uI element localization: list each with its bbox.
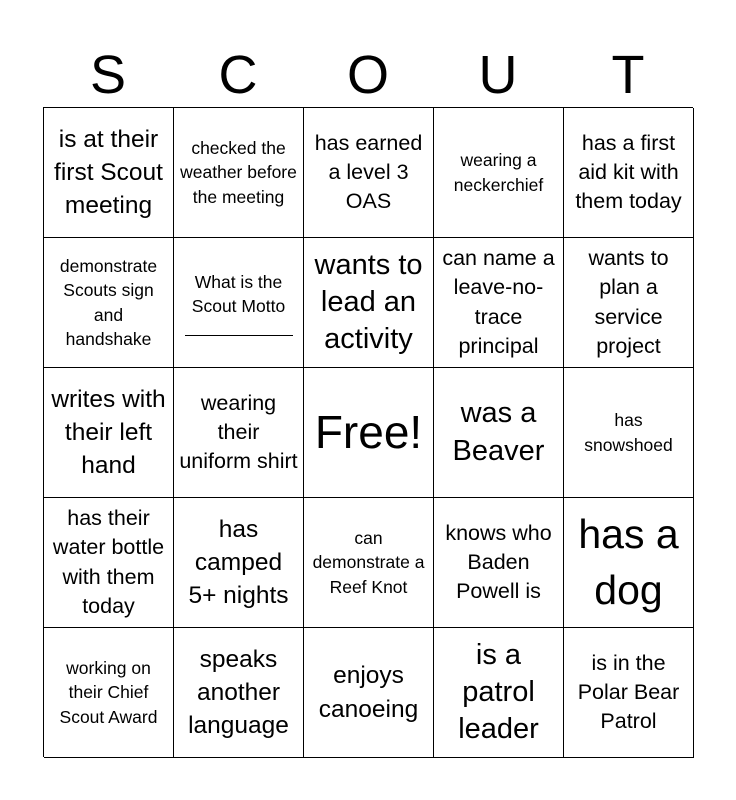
cell-text: checked the weather before the meeting (180, 137, 297, 207)
bingo-cell[interactable] (304, 238, 434, 368)
cell-content (49, 254, 168, 352)
cell-content (49, 504, 168, 620)
bingo-cell[interactable] (304, 108, 434, 238)
bingo-header (43, 44, 693, 106)
bingo-cell[interactable] (174, 238, 304, 368)
cell-content (569, 244, 688, 360)
cell-text: What is the Scout Motto (191, 271, 286, 316)
cell-content (179, 136, 298, 210)
bingo-cell[interactable] (564, 238, 694, 368)
bingo-cell[interactable] (564, 368, 694, 498)
cell-content (569, 649, 688, 736)
cell-content (309, 247, 428, 358)
cell-content (49, 123, 168, 222)
cell-text: is at their first Scout meeting (54, 125, 163, 220)
cell-text: wants to plan a service project (588, 246, 669, 358)
cell-content (179, 270, 298, 336)
cell-text: has camped 5+ nights (188, 515, 289, 610)
bingo-cell[interactable] (564, 108, 694, 238)
cell-text: has earned a level 3 OAS (314, 130, 423, 213)
bingo-cell[interactable] (44, 238, 174, 368)
cell-content (439, 244, 558, 360)
bingo-cell[interactable] (44, 498, 174, 628)
header-letter-s: S (89, 45, 127, 105)
cell-text: wants to lead an activity (314, 248, 423, 356)
cell-text: has a first aid kit with them today (575, 130, 682, 213)
cell-content (309, 526, 428, 600)
bingo-cell[interactable] (564, 498, 694, 628)
cell-text: wearing their uniform shirt (179, 390, 298, 473)
free-space-cell[interactable] (304, 368, 434, 498)
cell-content (439, 519, 558, 606)
cell-text: enjoys canoeing (318, 662, 419, 723)
cell-text: working on their Chief Scout Award (59, 657, 158, 727)
bingo-cell[interactable] (304, 498, 434, 628)
bingo-grid (43, 107, 693, 757)
cell-content (439, 637, 558, 748)
cell-text: has their water bottle with them today (52, 506, 165, 618)
cell-content (49, 656, 168, 730)
header-letter-t: T (611, 45, 645, 105)
bingo-cell[interactable] (434, 498, 564, 628)
cell-text: was a Beaver (452, 397, 545, 467)
bingo-cell[interactable] (564, 628, 694, 758)
bingo-cell[interactable] (434, 368, 564, 498)
bingo-cell[interactable] (304, 628, 434, 758)
cell-text: is in the Polar Bear Patrol (577, 650, 680, 733)
cell-content (439, 395, 558, 469)
cell-content (179, 643, 298, 742)
cell-content (309, 659, 428, 725)
cell-text: has snowshoed (584, 410, 673, 455)
bingo-cell[interactable] (434, 628, 564, 758)
cell-text: can demonstrate a Reef Knot (312, 527, 425, 597)
cell-text: knows who Baden Powell is (445, 520, 552, 603)
cell-text: Free! (314, 405, 423, 458)
bingo-cell[interactable] (174, 498, 304, 628)
bingo-cell[interactable] (174, 108, 304, 238)
header-letter-u: U (478, 45, 518, 105)
cell-content (49, 383, 168, 482)
cell-text: can name a leave-no-trace principal (442, 246, 555, 358)
bingo-cell[interactable] (434, 108, 564, 238)
cell-text: writes with their left hand (51, 385, 166, 480)
cell-content (569, 408, 688, 457)
bingo-cell[interactable] (44, 108, 174, 238)
answer-blank-line (185, 321, 293, 336)
header-letter-c: C (218, 45, 258, 105)
cell-content (439, 148, 558, 197)
cell-content (179, 389, 298, 476)
bingo-cell[interactable] (434, 238, 564, 368)
cell-text: demonstrate Scouts sign and handshake (59, 255, 158, 349)
bingo-cell[interactable] (174, 368, 304, 498)
header-letter-o: O (346, 45, 389, 105)
cell-content (179, 513, 298, 612)
cell-text: wearing a neckerchief (453, 150, 544, 195)
bingo-cell[interactable] (44, 628, 174, 758)
bingo-cell[interactable] (44, 368, 174, 498)
cell-content (569, 507, 688, 618)
cell-text: speaks another language (188, 645, 289, 740)
cell-content (315, 405, 422, 460)
cell-text: is a patrol leader (458, 638, 539, 746)
cell-content (569, 129, 688, 216)
cell-content (309, 129, 428, 216)
cell-text: has a dog (578, 511, 679, 613)
bingo-cell[interactable] (174, 628, 304, 758)
